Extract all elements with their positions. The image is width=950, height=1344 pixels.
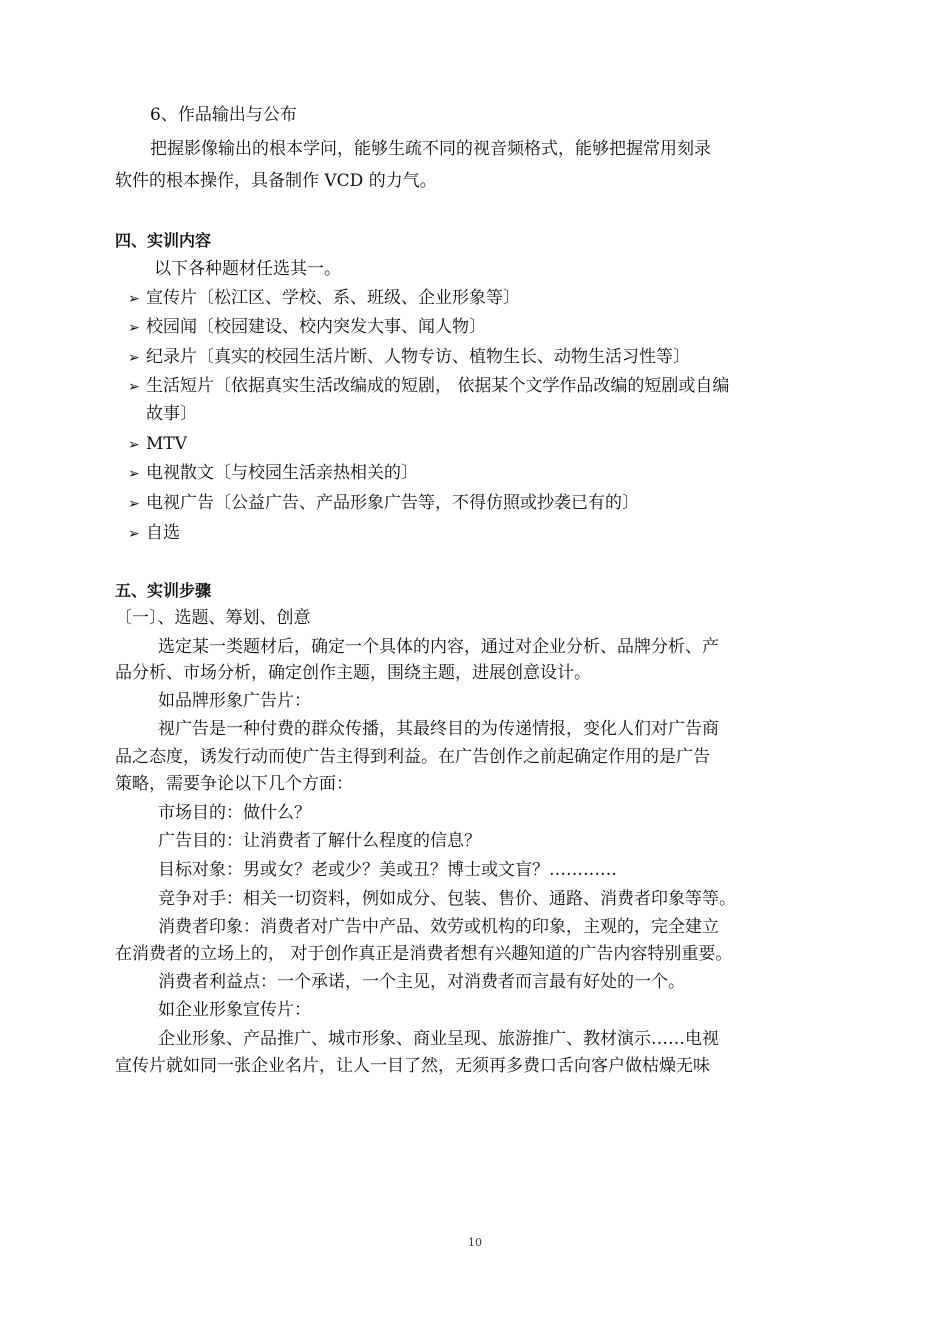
list-item (128, 373, 729, 400)
section-5-heading: 五、实训步骤 (115, 581, 212, 600)
list-item-text: 电视散文〔与校园生活亲热相关的〕 (146, 463, 418, 483)
paragraph-line: 品分析、市场分析，确定创作主题，围绕主题，进展创意设计。 (115, 663, 591, 683)
page-number: 10 (468, 1236, 482, 1249)
paragraph-line: 如品牌形象广告片： (158, 691, 311, 711)
paragraph-line: 市场目的：做什么？ (158, 803, 311, 823)
section-4-heading: 四、实训内容 (115, 231, 212, 250)
bullet-arrow-icon: ➢ (128, 291, 140, 307)
list-item (128, 314, 486, 341)
bullet-arrow-icon: ➢ (128, 350, 140, 366)
paragraph-line: 如企业形象宣传片： (158, 1000, 311, 1020)
paragraph-line: 广告目的：让消费者了解什么程度的信息？ (158, 831, 481, 851)
paragraph-line: 视广告是一种付费的群众传播，其最终目的为传递情报，变化人们对广告商 (158, 719, 719, 739)
paragraph-line: 品之态度，诱发行动而使广告主得到利益。在广告创作之前起确定作用的是广告 (115, 747, 710, 767)
paragraph-line: 在消费者的立场上的， 对于创作真正是消费者想有兴趣知道的广告内容特别重要。 (115, 944, 733, 964)
bullet-arrow-icon: ➢ (128, 437, 140, 453)
list-item-text: 宣传片〔松江区、学校、系、班级、企业形象等〕 (146, 288, 520, 308)
list-item (128, 344, 690, 371)
list-item-text: MTV (146, 434, 188, 454)
section-4-intro: 以下各种题材任选其一。 (154, 259, 341, 279)
bullet-arrow-icon: ➢ (128, 466, 140, 482)
bullet-arrow-icon: ➢ (128, 379, 140, 395)
paragraph-line: 目标对象：男或女？老或少？美或丑？博士或文盲？………… (158, 860, 617, 880)
paragraph-line: 软件的根本操作，具备制作 VCD 的力气。 (115, 171, 437, 191)
list-item (128, 490, 639, 517)
list-item (128, 460, 418, 487)
list-item (128, 285, 520, 312)
paragraph-line: 消费者印象：消费者对广告中产品、效劳或机构的印象，主观的，完全建立 (158, 917, 719, 937)
list-item-continuation: 故事〕 (146, 404, 197, 424)
paragraph-line: 选定某一类题材后，确定一个具体的内容，通过对企业分析、品牌分析、产 (158, 637, 719, 657)
list-item-text: 电视广告〔公益广告、产品形象广告等，不得仿照或抄袭已有的〕 (146, 493, 639, 513)
list-item (128, 431, 187, 458)
list-item-text: 纪录片〔真实的校园生活片断、人物专访、植物生长、动物生活习性等〕 (146, 347, 690, 367)
bullet-arrow-icon: ➢ (128, 320, 140, 336)
paragraph-line: 宣传片就如同一张企业名片，让人一目了然，无须再多费口舌向客户做枯燥无味 (115, 1056, 710, 1076)
bullet-arrow-icon: ➢ (128, 526, 140, 542)
paragraph-line: 消费者利益点：一个承诺，一个主见，对消费者而言最有好处的一个。 (158, 972, 685, 992)
list-item-text: 生活短片〔依据真实生活改编成的短剧， 依据某个文学作品改编的短剧或自编 (146, 376, 730, 396)
paragraph-line: 把握影像输出的根本学问，能够生疏不同的视音频格式，能够把握常用刻录 (150, 139, 711, 159)
paragraph-line: 策略，需要争论以下几个方面： (115, 774, 353, 794)
bullet-arrow-icon: ➢ (128, 496, 140, 512)
paragraph-line: 企业形象、产品推广、城市形象、商业呈现、旅游推广、教材演示……电视 (158, 1029, 719, 1049)
list-item-text: 自选 (146, 523, 180, 543)
paragraph-line: 竞争对手：相关一切资料，例如成分、包装、售价、通路、消费者印象等等。 (158, 889, 736, 909)
list-item-text: 校园闻〔校园建设、校内突发大事、闻人物〕 (146, 317, 486, 337)
subsection-title: 〔一〕、选题、筹划、创意 (115, 608, 311, 628)
list-item (128, 520, 180, 547)
section-6-title: 6、作品输出与公布 (150, 105, 297, 125)
